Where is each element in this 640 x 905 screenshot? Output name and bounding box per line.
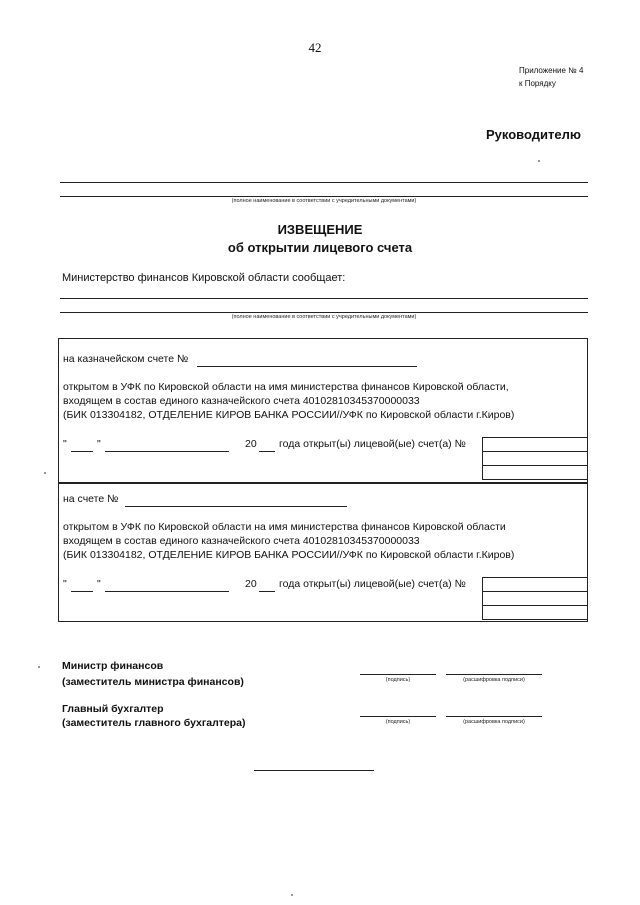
client-line-2[interactable] bbox=[60, 312, 588, 313]
block1-account-grid[interactable] bbox=[482, 437, 588, 480]
block2-day-field[interactable] bbox=[71, 591, 93, 592]
block2-quote-close: " bbox=[97, 578, 101, 590]
block2-month-field[interactable] bbox=[105, 591, 229, 592]
accountant-deputy-title: (заместитель главного бухгалтера) bbox=[62, 717, 246, 729]
block1-opened-text: года открыт(ы) лицевой(ые) счет(а) № bbox=[279, 438, 466, 450]
block2-opened-text: года открыт(ы) лицевой(ые) счет(а) № bbox=[279, 578, 466, 590]
intro-text: Министерство финансов Кировской области сообщает: bbox=[62, 272, 346, 284]
grid-row[interactable] bbox=[483, 438, 587, 452]
block1-month-field[interactable] bbox=[105, 451, 229, 452]
bottom-date-line[interactable] bbox=[254, 770, 374, 771]
accountant-signature-caption: (подпись) bbox=[385, 719, 411, 725]
scan-speck bbox=[291, 894, 293, 896]
scan-speck bbox=[538, 160, 540, 162]
block1-line-1: открытом в УФК по Кировской области на имя министерства финансов Кировской области, bbox=[63, 381, 509, 393]
minister-decode-caption: (расшифровка подписи) bbox=[463, 677, 525, 683]
block1-year-field[interactable] bbox=[259, 451, 275, 452]
account-label: на счете № bbox=[63, 493, 119, 505]
block1-line-2: входящем в состав единого казначейского счета 40102810345370000033 bbox=[63, 395, 420, 407]
block1-year-prefix: 20 bbox=[245, 438, 257, 450]
grid-row[interactable] bbox=[483, 578, 587, 592]
accountant-signature-line[interactable] bbox=[360, 716, 436, 717]
block1-quote-close: " bbox=[97, 438, 101, 450]
doc-subtitle: об открытии лицевого счета bbox=[227, 240, 413, 255]
minister-decode-line[interactable] bbox=[446, 674, 542, 675]
grid-row[interactable] bbox=[483, 592, 587, 606]
block1-quote-open: " bbox=[63, 438, 67, 450]
minister-signature-caption: (подпись) bbox=[385, 677, 411, 683]
account-block bbox=[58, 482, 588, 622]
block2-line-1: открытом в УФК по Кировской области на имя министерства финансов Кировской области bbox=[63, 521, 506, 533]
grid-row[interactable] bbox=[483, 452, 587, 466]
accountant-decode-caption: (расшифровка подписи) bbox=[463, 719, 525, 725]
recipient-line-1[interactable] bbox=[60, 182, 588, 183]
caption-fullname-2: (полное наименование в соответствии с учредительными документами) bbox=[231, 314, 417, 320]
treasury-account-block bbox=[58, 338, 588, 484]
block2-line-2: входящем в состав единого казначейского счета 40102810345370000033 bbox=[63, 535, 420, 547]
block2-year-field[interactable] bbox=[259, 591, 275, 592]
minister-signature-line[interactable] bbox=[360, 674, 436, 675]
block2-quote-open: " bbox=[63, 578, 67, 590]
treasury-account-label: на казначейском счете № bbox=[63, 353, 189, 365]
client-line-1[interactable] bbox=[60, 298, 588, 299]
minister-deputy-title: (заместитель министра финансов) bbox=[62, 676, 244, 688]
block2-year-prefix: 20 bbox=[245, 578, 257, 590]
block1-line-3: (БИК 013304182, ОТДЕЛЕНИЕ КИРОВ БАНКА РОССИИ//УФК по Кировской области г.Киров) bbox=[63, 409, 515, 421]
page-number: 42 bbox=[308, 40, 322, 55]
appendix-line-1: Приложение № 4 bbox=[519, 66, 584, 75]
doc-title: ИЗВЕЩЕНИЕ bbox=[277, 222, 363, 237]
treasury-account-number-field[interactable] bbox=[197, 366, 417, 367]
recipient-line-2[interactable] bbox=[60, 196, 588, 197]
block1-day-field[interactable] bbox=[71, 451, 93, 452]
addressee: Руководителю bbox=[486, 127, 581, 142]
caption-fullname-1: (полное наименование в соответствии с учредительными документами) bbox=[231, 198, 417, 204]
block2-account-grid[interactable] bbox=[482, 577, 588, 620]
accountant-decode-line[interactable] bbox=[446, 716, 542, 717]
scan-speck bbox=[38, 666, 40, 668]
grid-row[interactable] bbox=[483, 606, 587, 619]
accountant-title: Главный бухгалтер bbox=[62, 703, 164, 715]
appendix-line-2: к Порядку bbox=[519, 79, 556, 88]
grid-row[interactable] bbox=[483, 466, 587, 479]
scan-speck bbox=[44, 472, 46, 474]
account-number-field[interactable] bbox=[125, 506, 347, 507]
minister-title: Министр финансов bbox=[62, 660, 164, 672]
block2-line-3: (БИК 013304182, ОТДЕЛЕНИЕ КИРОВ БАНКА РОССИИ//УФК по Кировской области г.Киров) bbox=[63, 549, 515, 561]
